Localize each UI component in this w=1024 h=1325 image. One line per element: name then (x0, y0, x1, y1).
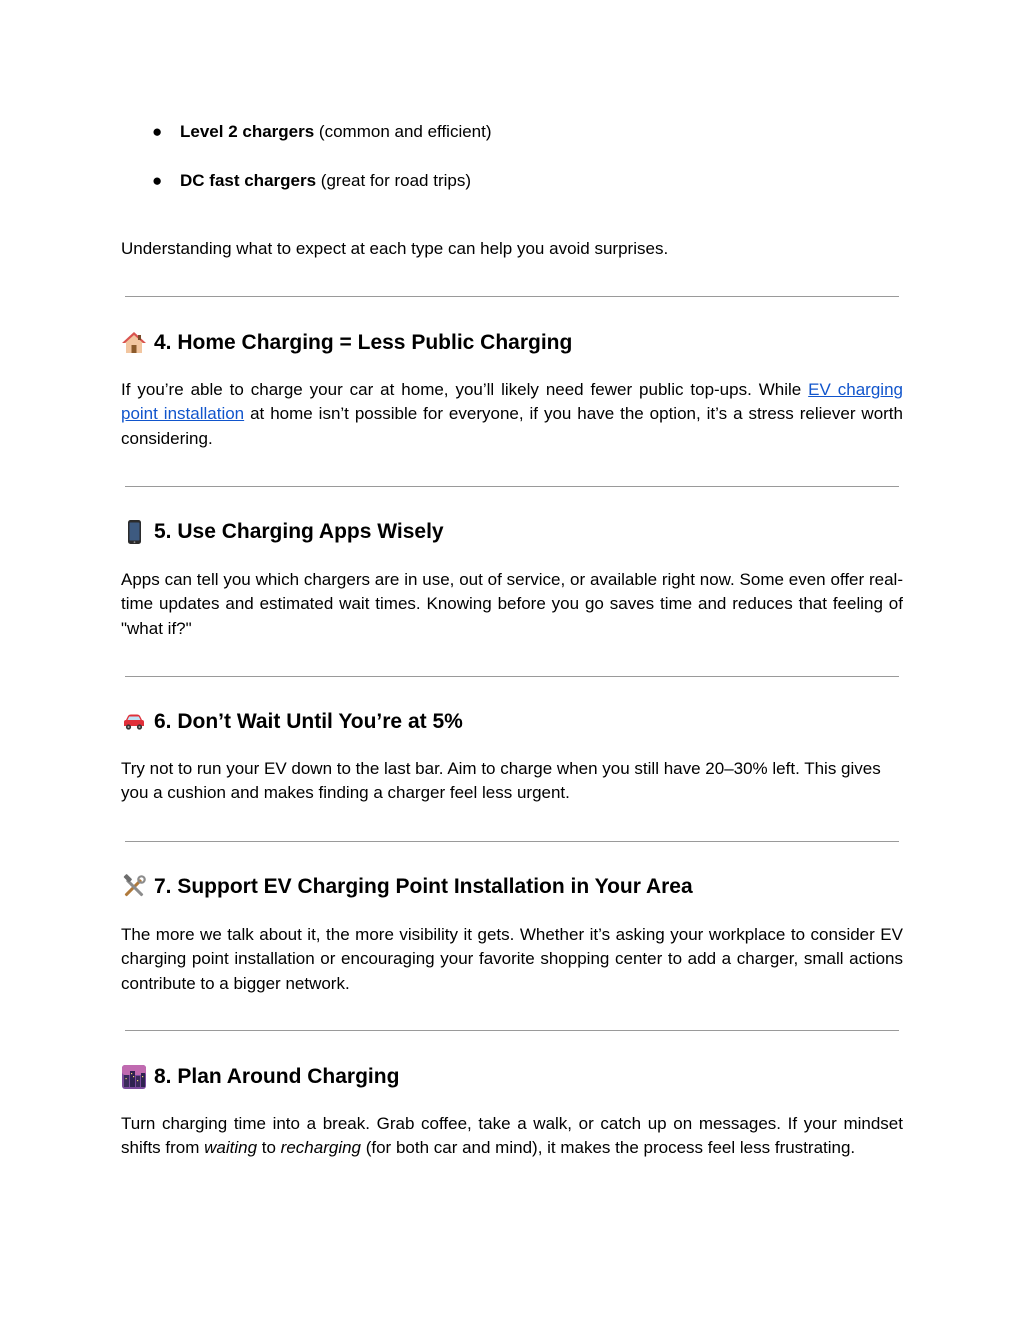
bullet-text: (great for road trips) (316, 171, 472, 190)
phone-icon (121, 519, 147, 545)
paragraph-text: Turn charging time into a break. Grab coffee, take a walk, or catch up on messages. If your mindset shifts from (121, 1114, 903, 1158)
bullet-text: (common and efficient) (314, 122, 492, 141)
paragraph-text: at home isn’t possible for everyone, if you have the option, it’s a stress reliever worth considering. (121, 404, 903, 448)
section-heading (121, 708, 463, 736)
section-heading (121, 873, 693, 901)
section-divider (125, 296, 899, 297)
section-title: 4. Home Charging = Less Public Charging (154, 331, 573, 354)
house-icon (121, 330, 147, 356)
section-title: 7. Support EV Charging Point Installation in Your Area (154, 875, 693, 898)
section-heading (121, 329, 572, 357)
paragraph-text: If you’re able to charge your car at home, you’ll likely need fewer public top-ups. While (121, 380, 809, 399)
section-heading (121, 518, 444, 546)
section-title: 5. Use Charging Apps Wisely (154, 520, 444, 543)
section-title: 6. Don’t Wait Until You’re at 5% (154, 710, 463, 733)
paragraph-text: to (257, 1138, 281, 1158)
section-divider (125, 676, 899, 677)
city-dusk-icon (121, 1064, 147, 1090)
bullet-bold: DC fast chargers (180, 171, 317, 190)
section-paragraph: The more we talk about it, the more visibility it gets. Whether it’s asking your workplace to consider EV charging point installation or encouraging your favorite shopping center to add a charger, small actions contribute to a bigger network. (121, 925, 903, 993)
section-divider (125, 1030, 899, 1031)
section-paragraph (121, 1112, 903, 1161)
section-paragraph (121, 378, 903, 451)
bullet-dot: ● (152, 171, 163, 190)
section-divider (125, 841, 899, 842)
section-paragraph: Try not to run your EV down to the last bar. Aim to charge when you still have 20–30% left. This gives you a cushion and makes finding a charger feel less urgent. (121, 759, 881, 803)
paragraph-text: (for both car and mind), it makes the process feel less frustrating. (361, 1138, 856, 1158)
section-title: 8. Plan Around Charging (154, 1065, 400, 1088)
section-divider (125, 486, 899, 487)
section-heading (121, 1063, 399, 1091)
car-icon (121, 709, 147, 735)
tools-icon (121, 874, 147, 900)
emphasis-text: recharging (280, 1138, 361, 1158)
bullet-dot: ● (152, 122, 163, 141)
intro-paragraph: Understanding what to expect at each type can help you avoid surprises. (121, 239, 669, 258)
emphasis-text: waiting (204, 1138, 258, 1158)
bullet-bold: Level 2 chargers (180, 122, 315, 141)
ev-charging-link[interactable]: EV charging point installation (121, 380, 903, 424)
section-paragraph: Apps can tell you which chargers are in use, out of service, or available right now. Some even offer real-time updates and estimated wait times. Knowing before you go saves time and reduces that feeling of "what if?" (121, 570, 903, 638)
